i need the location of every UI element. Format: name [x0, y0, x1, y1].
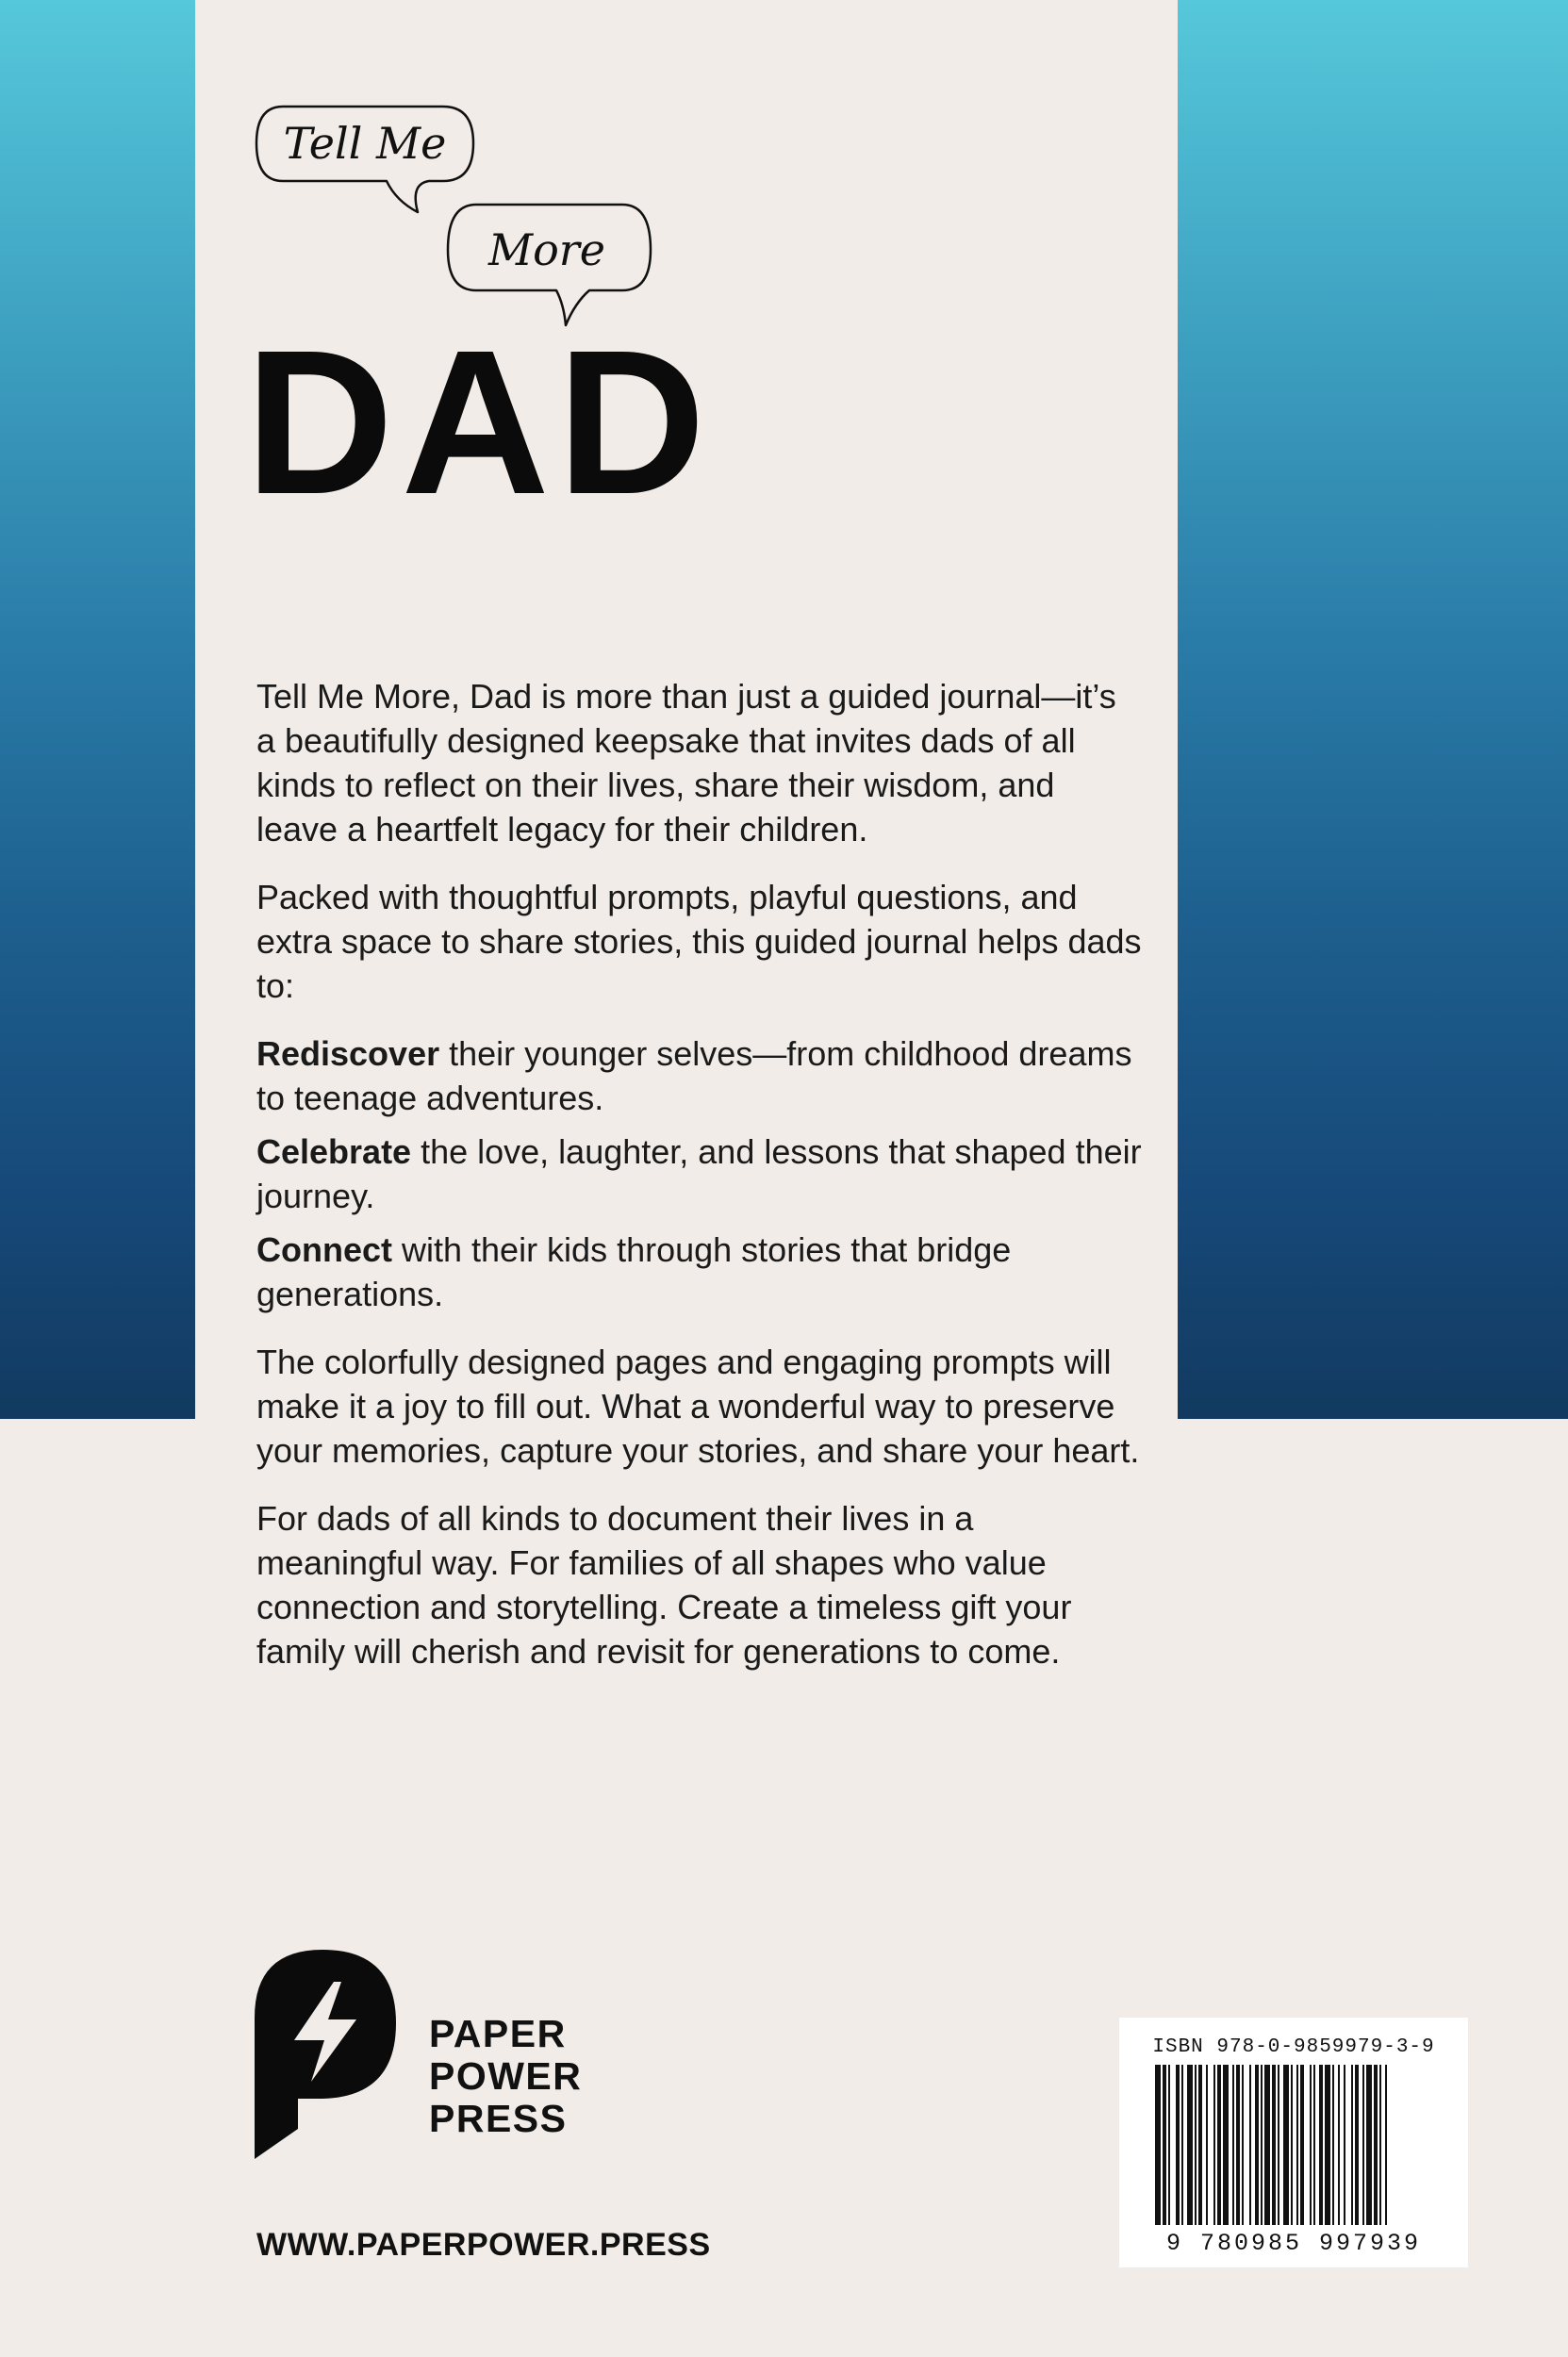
- benefit-keyword: Celebrate: [256, 1132, 412, 1171]
- barcode-bar: [1272, 2065, 1276, 2225]
- benefit-item: [256, 1228, 1143, 1316]
- barcode-bar: [1355, 2065, 1359, 2225]
- benefit-text: the love, laughter, and lessons that shaped their journey.: [256, 1132, 1142, 1215]
- barcode-bar: [1163, 2065, 1166, 2225]
- barcode-digits: 9 780985 997939: [1165, 2230, 1422, 2257]
- barcode-bar: [1351, 2065, 1353, 2225]
- barcode-bar: [1249, 2065, 1251, 2225]
- barcode-bar: [1319, 2065, 1323, 2225]
- barcode-bar: [1300, 2065, 1304, 2225]
- book-title: DAD: [245, 308, 714, 537]
- barcode-bar: [1291, 2065, 1293, 2225]
- barcode-bar: [1332, 2065, 1334, 2225]
- barcode-bar: [1261, 2065, 1263, 2225]
- barcode-bar: [1374, 2065, 1378, 2225]
- benefit-text: with their kids through stories that bridge generations.: [256, 1230, 1012, 1313]
- barcode-bar: [1176, 2065, 1180, 2225]
- back-cover-copy: [256, 674, 1143, 1697]
- publisher-line: POWER: [429, 2054, 583, 2098]
- barcode-bar: [1366, 2065, 1372, 2225]
- isbn-barcode-box: [1119, 2018, 1468, 2267]
- benefit-text: their younger selves—from childhood dreams to teenage adventures.: [256, 1034, 1132, 1117]
- barcode-bar: [1278, 2065, 1279, 2225]
- isbn-label: ISBN 978-0-9859979-3-9: [1152, 2036, 1435, 2058]
- barcode-bar: [1255, 2065, 1259, 2225]
- barcode-graphic: [1155, 2065, 1438, 2225]
- barcode-bar: [1344, 2065, 1345, 2225]
- barcode-bar: [1232, 2065, 1234, 2225]
- paragraph-intro: Tell Me More, Dad is more than just a guided journal—it’s a beautifully designed keepsake that invites dads of all kinds to reflect on their lives, share their wisdom, and leave a heartfelt legacy for their children.: [256, 677, 1116, 849]
- barcode-bar: [1310, 2065, 1312, 2225]
- paragraph-design: The colorfully designed pages and engaging prompts will make it a joy to fill out. What a wonderful way to preserve your memories, capture your stories, and share your heart.: [256, 1343, 1140, 1470]
- benefit-item: [256, 1129, 1143, 1218]
- barcode-bar: [1213, 2065, 1215, 2225]
- barcode-bar: [1362, 2065, 1364, 2225]
- publisher-website: WWW.PAPERPOWER.PRESS: [256, 2227, 711, 2263]
- barcode-bar: [1242, 2065, 1244, 2225]
- bubble-text-tell-me: Tell Me: [283, 118, 447, 169]
- publisher-name: [429, 2013, 582, 2140]
- benefit-keyword: Rediscover: [256, 1034, 440, 1073]
- barcode-bar: [1223, 2065, 1229, 2225]
- paragraph-audience: For dads of all kinds to document their lives in a meaningful way. For families of all shapes who value connection and storytelling. Create a timeless gift your family will cherish and revisit for generations to come.: [256, 1499, 1072, 1671]
- lightning-bolt-icon: [255, 1950, 405, 2159]
- barcode-bar: [1283, 2065, 1289, 2225]
- barcode-bar: [1313, 2065, 1315, 2225]
- publisher-line: PRESS: [429, 2097, 568, 2140]
- publisher-line: PAPER: [429, 2012, 567, 2055]
- barcode-bar: [1155, 2065, 1161, 2225]
- speech-bubbles-logo: [255, 90, 669, 335]
- barcode-bar: [1236, 2065, 1240, 2225]
- bubble-text-more: More: [487, 224, 606, 275]
- barcode-bar: [1325, 2065, 1330, 2225]
- barcode-bar: [1385, 2065, 1387, 2225]
- paragraph-packed: Packed with thoughtful prompts, playful questions, and extra space to share stories, this guided journal helps dads to:: [256, 878, 1142, 1005]
- barcode-bar: [1206, 2065, 1208, 2225]
- barcode-bar: [1198, 2065, 1202, 2225]
- barcode-bar: [1195, 2065, 1197, 2225]
- barcode-bar: [1181, 2065, 1183, 2225]
- barcode-bar: [1217, 2065, 1221, 2225]
- barcode-bar: [1168, 2065, 1170, 2225]
- barcode-bar: [1338, 2065, 1340, 2225]
- barcode-bar: [1264, 2065, 1270, 2225]
- barcode-bar: [1187, 2065, 1193, 2225]
- barcode-bar: [1296, 2065, 1298, 2225]
- barcode-bar: [1379, 2065, 1381, 2225]
- benefit-item: [256, 1031, 1143, 1120]
- benefit-keyword: Connect: [256, 1230, 392, 1269]
